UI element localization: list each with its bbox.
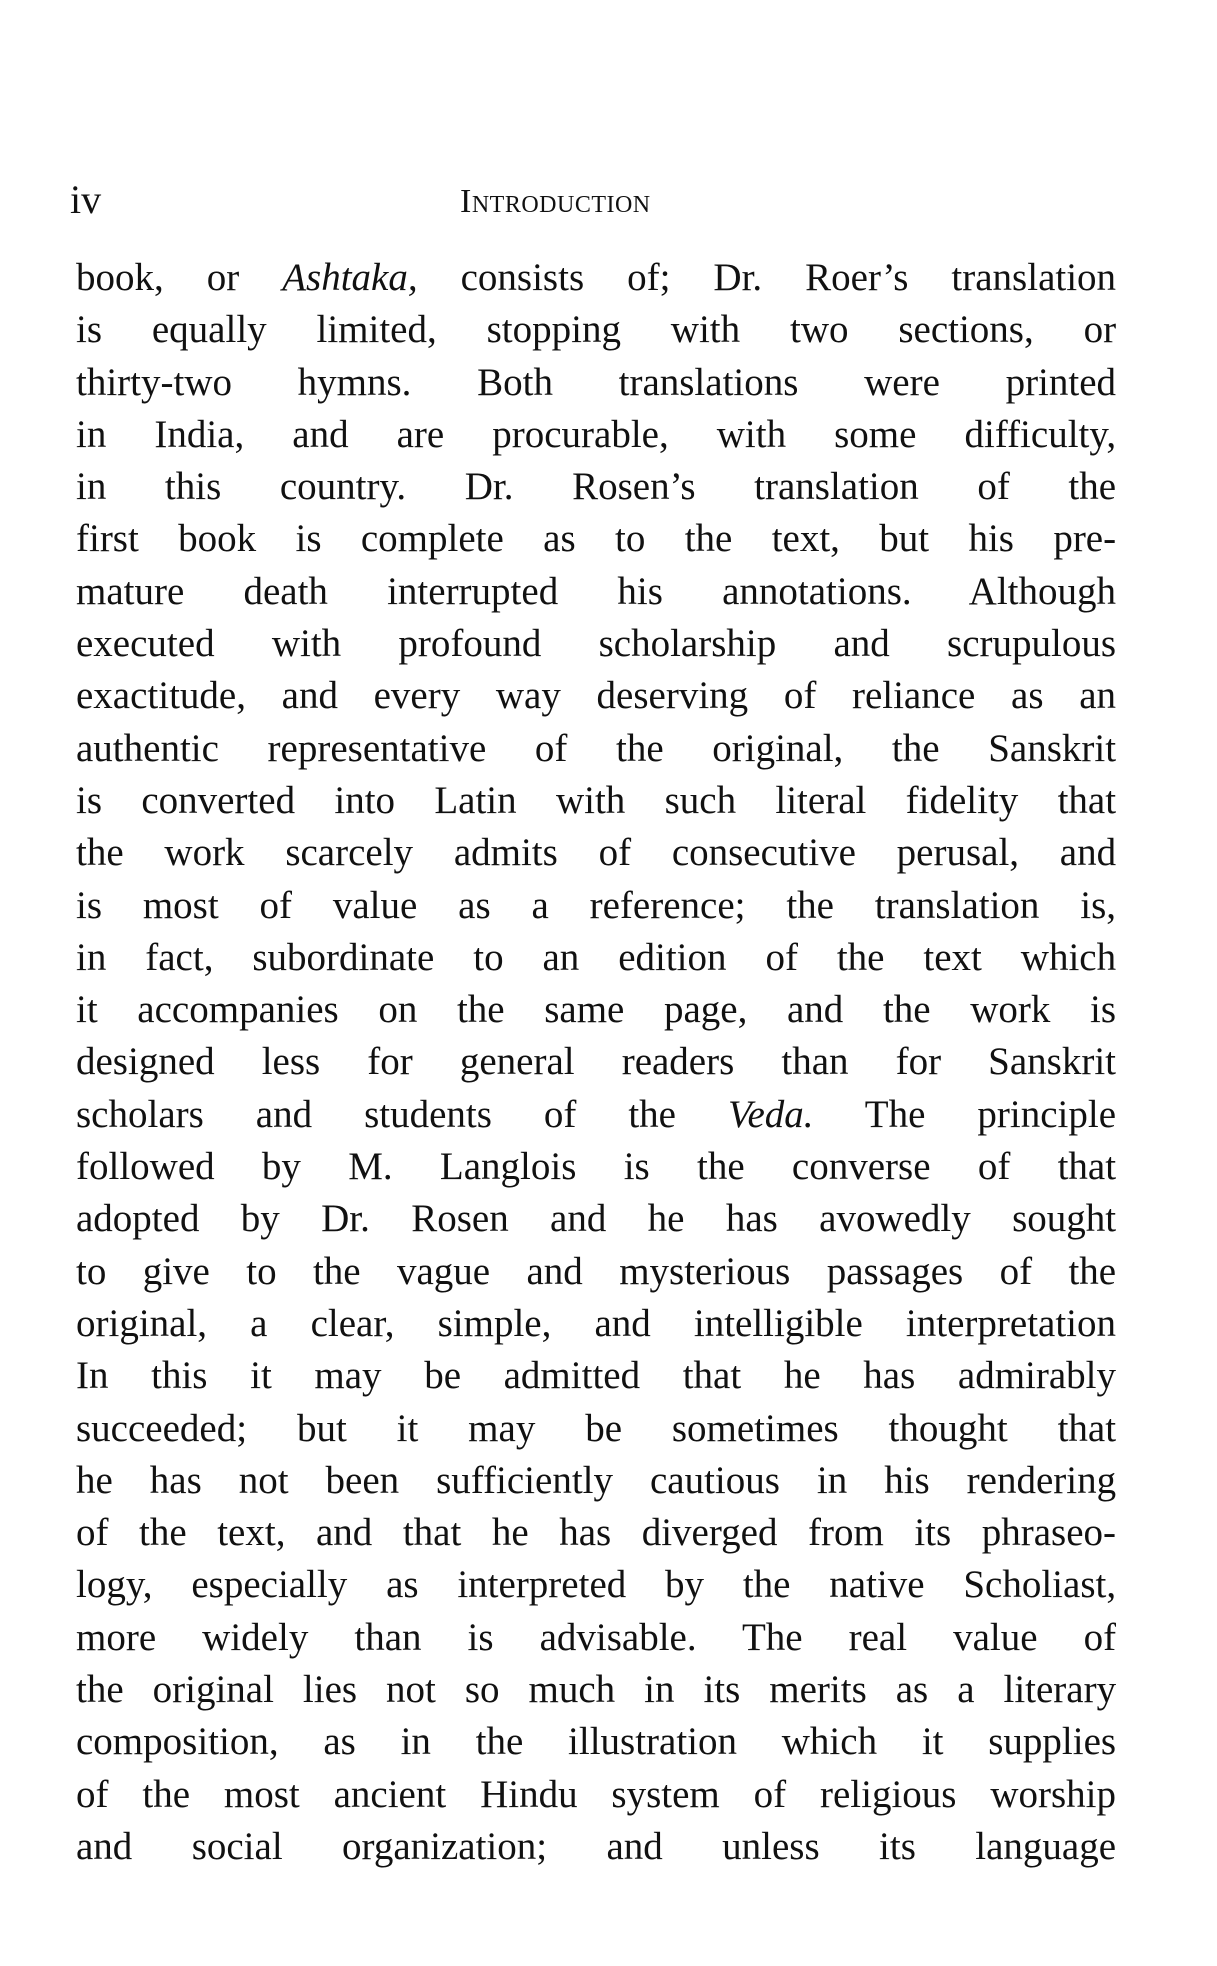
text-line: followed by M. Langlois is the converse of that xyxy=(76,1145,1116,1189)
running-title: Introduction xyxy=(460,183,651,220)
text-line: first book is complete as to the text, but his pre- xyxy=(76,517,1116,561)
text-line: original, a clear, simple, and intelligible interpretation xyxy=(76,1301,1116,1345)
text-line: adopted by Dr. Rosen and he has avowedly sought xyxy=(76,1197,1116,1241)
text-line: designed less for general readers than for Sanskrit xyxy=(76,1040,1116,1084)
text-line: the work scarcely admits of consecutive perusal, and xyxy=(76,831,1116,875)
text-line: it accompanies on the same page, and the work is xyxy=(76,988,1116,1032)
text-line: more widely than is advisable. The real value of xyxy=(76,1615,1116,1659)
text-line: is converted into Latin with such literal fidelity that xyxy=(76,778,1116,822)
text-line: in this country. Dr. Rosen’s translation of the xyxy=(76,465,1116,509)
text-line: mature death interrupted his annotations. Although xyxy=(76,569,1116,613)
text-line: and social organization; and unless its language xyxy=(76,1824,1116,1868)
text-line: in India, and are procurable, with some difficulty, xyxy=(76,412,1116,456)
text-line: book, or Ashtaka, consists of; Dr. Roer’s translation xyxy=(76,256,1116,299)
text-line: logy, especially as interpreted by the native Scholiast, xyxy=(76,1563,1116,1607)
text-line: succeeded; but it may be sometimes thought that xyxy=(76,1406,1116,1450)
text-line: the original lies not so much in its merits as a literary xyxy=(76,1668,1116,1712)
text-line: is equally limited, stopping with two sections, or xyxy=(76,308,1116,352)
text-line: to give to the vague and mysterious passages of the xyxy=(76,1249,1116,1293)
text-line: in fact, subordinate to an edition of the text which xyxy=(76,935,1116,979)
text-line: thirty-two hymns. Both translations were printed xyxy=(76,360,1116,404)
running-head xyxy=(70,172,1110,232)
text-line: executed with profound scholarship and scrupulous xyxy=(76,622,1116,666)
text-line: of the text, and that he has diverged from its phraseo- xyxy=(76,1511,1116,1555)
text-line: In this it may be admitted that he has admirably xyxy=(76,1354,1116,1398)
text-line: is most of value as a reference; the translation is, xyxy=(76,883,1116,927)
text-line: he has not been sufficiently cautious in his rendering xyxy=(76,1458,1116,1502)
text-line: of the most ancient Hindu system of religious worship xyxy=(76,1772,1116,1816)
text-line: exactitude, and every way deserving of reliance as an xyxy=(76,674,1116,718)
body-text xyxy=(76,252,1116,1873)
text-line: composition, as in the illustration which it supplies xyxy=(76,1720,1116,1764)
text-line: authentic representative of the original, the Sanskrit xyxy=(76,726,1116,770)
page-number: iv xyxy=(70,177,102,222)
text-line: scholars and students of the Veda. The principle xyxy=(76,1092,1116,1136)
